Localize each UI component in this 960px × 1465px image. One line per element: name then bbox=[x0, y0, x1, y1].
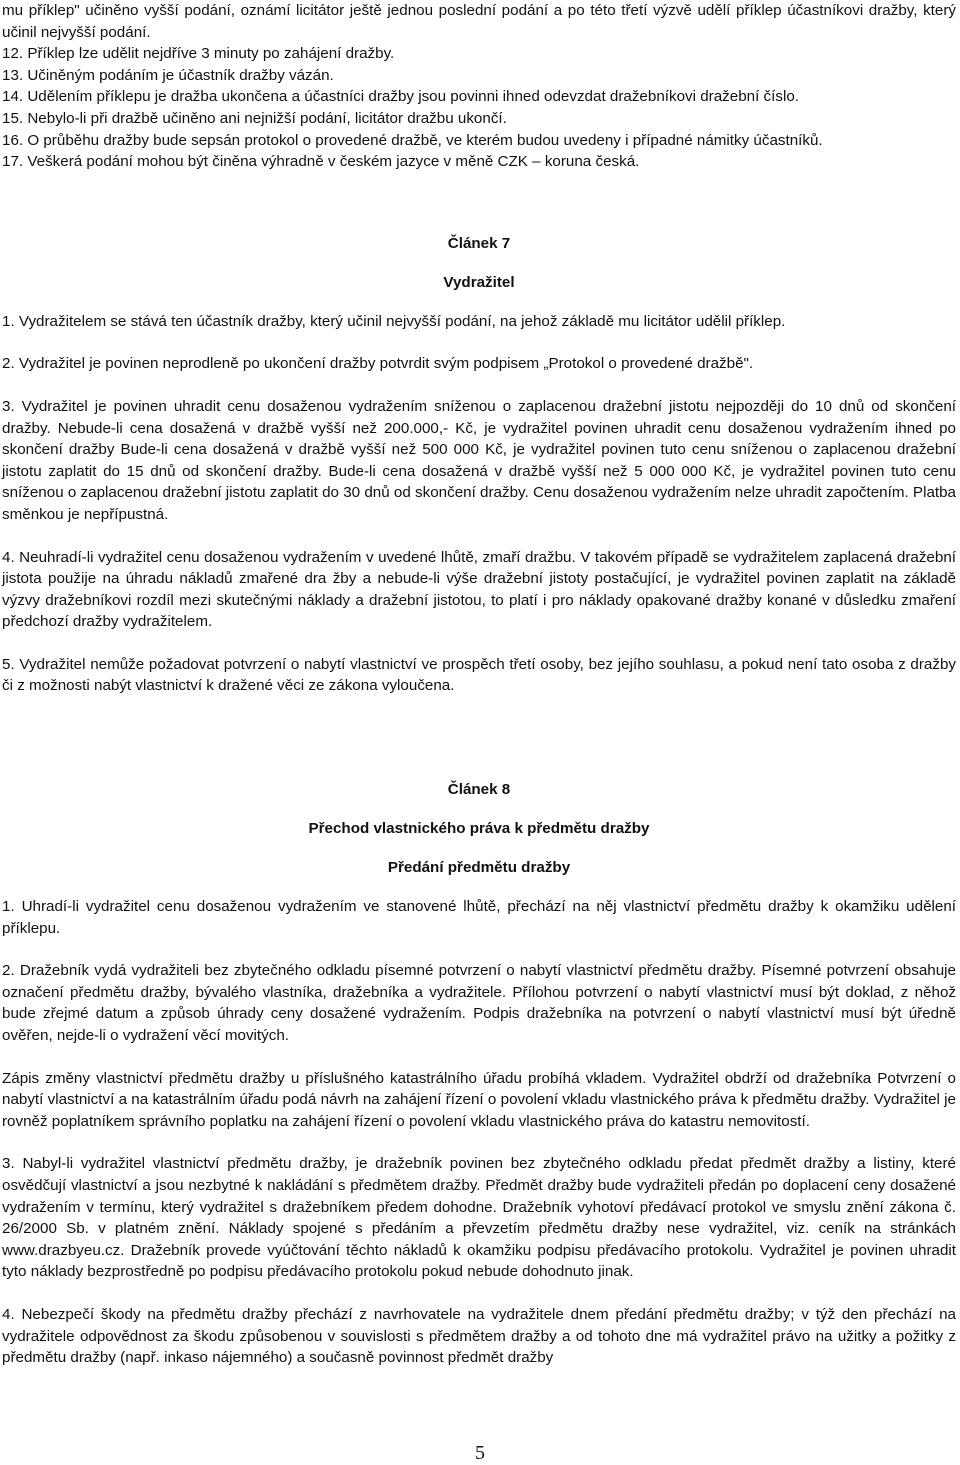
article-7-number: Článek 7 bbox=[447, 234, 511, 252]
rule-item-17: 17. Veškerá podání mohou být činěna výhradně v českém jazyce v měně CZK – koruna česká. bbox=[2, 153, 640, 171]
article-8-paragraph-2: 2. Dražebník vydá vydražiteli bez zbytečného odkladu písemné potvrzení o nabytí vlastnictví předmětu dražby. Písemné potvrzení obsahuje označení předmětu dražby, bývalého vlastníka, dražebníka a vydražitele. Přílohou potvrzení o nabytí vlastnictví musí být doklad, z něhož bude zřejmé datum a způsob úhrady ceny dosažené vydražením. Podpis dražebníka na potvrzení o nabytí vlastnictví musí být úředně ověřen, nejde-li o vydražení věcí movitých. bbox=[2, 962, 956, 1045]
article-8-paragraph-3: 3. Nabyl-li vydražitel vlastnictví předmětu dražby, je dražebník povinen bez zbytečného odkladu předat předmět dražby a listiny, které osvědčují vlastnictví a jsou nezbytné k nakládání s předmětem dražby. Předmět dražby bude vydražiteli předán po doplacení ceny dosažené vydražením v termínu, který vydražitel s dražebníkem předem dohodne. Dražebník vyhotoví předávací protokol ve smyslu znění zákona č. 26/2000 Sb. v platném znění. Náklady spojené s předáním a převzetím předmětu dražby nese vydražitel, viz. ceník na stránkách www.drazbyeu.cz. Dražebník provede vyúčtování těchto nákladů k okamžiku podpisu předávacího protokolu. Vydražitel je povinen uhradit tyto náklady bezprostředně po podpisu předávacího protokolu pokud nebude dohodnuto jinak. bbox=[2, 1155, 956, 1281]
article-8-paragraph-4: 4. Nebezpečí škody na předmětu dražby přechází z navrhovatele na vydražitele dnem předání předmětu dražby; v týž den přechází na vydražitele odpovědnost za škodu způsobenou v souvislosti s předmětem dražby a od tohoto dne má vydražitel právo na užitky a požitky z předmětu dražby (např. inkaso nájemného) a současně povinnost předmět dražby bbox=[2, 1305, 956, 1367]
article-8 bbox=[2, 779, 956, 1369]
page-number: 5 bbox=[475, 1442, 485, 1464]
article-8-paragraph-registry: Zápis změny vlastnictví předmětu dražby u příslušného katastrálního úřadu probíhá vkladem. Vydražitel obdrží od dražebníka Potvrzení o nabytí vlastnictví a na katastrálním úřadu podá návrh na zahájení řízení o povolení vkladu vlastnického práva k předmětu dražby. Vydražitel je rovněž poplatníkem správního poplatku na zahájení řízení o povolení vkladu vlastnického práva do katastru nemovitostí. bbox=[2, 1069, 956, 1130]
article-7-title: Vydražitel bbox=[443, 273, 515, 291]
rule-item-13: 13. Učiněným podáním je účastník dražby vázán. bbox=[2, 66, 334, 84]
article-7-paragraph-4: 4. Neuhradí-li vydražitel cenu dosaženou vydražením v uvedené lhůtě, zmaří dražbu. V takovém případě se vydražitelem zaplacená dražební jistota použije na úhradu nákladů zmařené dra žby a nebude-li výše dražební jistoty postačující, je vydražitel povinen zaplatit na základě výzvy dražebníkovi rozdíl mezi skutečnými náklady a dražební jistotou, to platí i pro náklady opakované dražby konané v důsledku zmaření předchozí dražby vydražitelem. bbox=[2, 548, 956, 631]
article-8-paragraph-1: 1. Uhradí-li vydražitel cenu dosaženou vydražením ve stanovené lhůtě, přechází na něj vlastnictví předmětu dražby k okamžiku udělení příklepu. bbox=[2, 898, 956, 937]
auction-rules-continuation bbox=[2, 0, 956, 173]
rule-item-14: 14. Udělením příklepu je dražba ukončena a účastníci dražby jsou povinni ihned odevzdat dražebníkovi dražební číslo. bbox=[2, 88, 799, 106]
article-7-paragraph-1: 1. Vydražitelem se stává ten účastník dražby, který učinil nejvyšší podání, na jehož základě mu licitátor udělil příklep. bbox=[2, 312, 786, 330]
article-8-number: Článek 8 bbox=[447, 781, 511, 799]
article-8-subtitle: Předání předmětu dražby bbox=[387, 859, 571, 877]
article-8-title: Přechod vlastnického práva k předmětu dražby bbox=[308, 820, 650, 838]
article-7-paragraph-5: 5. Vydražitel nemůže požadovat potvrzení o nabytí vlastnictví ve prospěch třetí osoby, bez jejího souhlasu, a pokud není tato osoba z dražby či z možnosti nabýt vlastnictví k dražené věci ze zákona vyloučena. bbox=[2, 655, 956, 695]
rule-item-12: 12. Příklep lze udělit nejdříve 3 minuty po zahájení dražby. bbox=[2, 45, 395, 63]
article-7-paragraph-3: 3. Vydražitel je povinen uhradit cenu dosaženou vydražením sníženou o zaplacenou dražební jistotu nejpozději do 10 dnů od skončení dražby. Nebude-li cena dosažená v dražbě vyšší než 200.000,- Kč, je vydražitel povinen uhradit cenu dosaženou vydražením ihned po skončení dražby Bude-li cena dosažená v dražbě vyšší než 500 000 Kč, je vydražitel povinen tuto cenu sníženou o zaplacenou dražební jistotu zaplatit do 15 dnů od skončení dražby. Bude-li cena dosažená v dražbě vyšší než 5 000 000 Kč, je vydražitel povinen tuto cenu sníženou o zaplacenou dražební jistotu zaplatit do 30 dnů od skončení dražby. Cenu dosaženou vydražením nelze uhradit započtením. Platba směnkou je nepřípustná. bbox=[2, 397, 956, 523]
article-7-paragraph-2: 2. Vydražitel je povinen neprodleně po ukončení dražby potvrdit svým podpisem „Protokol o provedené dražbě". bbox=[2, 355, 754, 373]
rule-item-16: 16. O průběhu dražby bude sepsán protokol o provedené dražbě, ve kterém budou uvedeny i případné námitky účastníků. bbox=[2, 131, 823, 149]
article-7 bbox=[2, 233, 956, 697]
continuation-paragraph: mu příklep" učiněno vyšší podání, oznámí licitátor ještě jednou poslední podání a po této třetí výzvě udělí příklep účastníkovi dražby, který učinil nejvyšší podání. bbox=[2, 2, 956, 41]
document-page bbox=[2, 0, 956, 1369]
rule-item-15: 15. Nebylo-li při dražbě učiněno ani nejnižší podání, licitátor dražbu ukončí. bbox=[2, 109, 507, 127]
